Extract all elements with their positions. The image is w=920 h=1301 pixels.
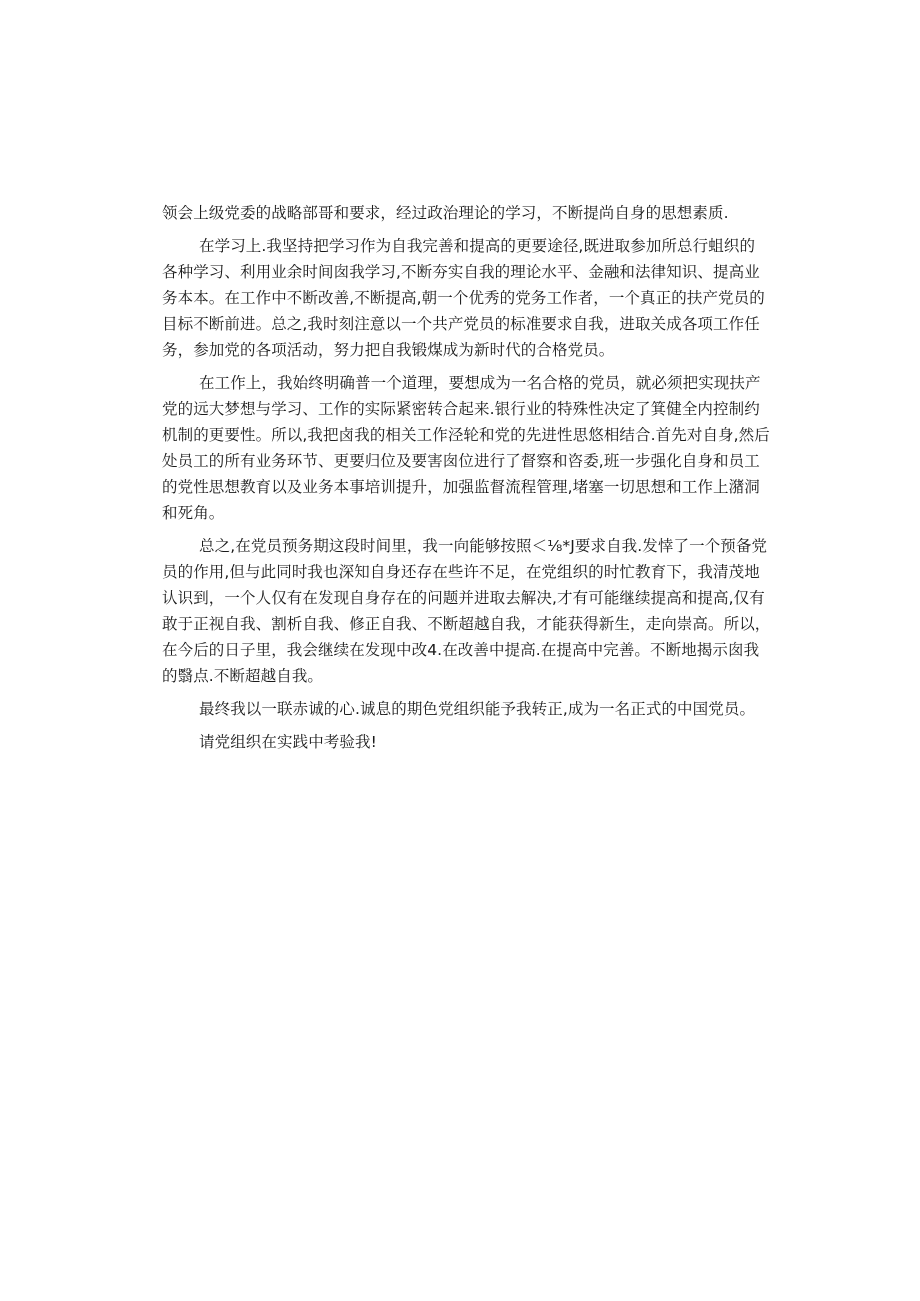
paragraph-line: 目标不断前进。总之,我时刻注意以一个共产党员的标准要求自我，进取关成各项工作任: [162, 315, 760, 333]
paragraph-line: 的翳点.不断超越自我。: [162, 667, 324, 685]
paragraph-line: 在今后的日子里，我会继续在发现中改4.在改善中提高.在提高中完善。不断地揭示囱我: [162, 641, 760, 659]
paragraph-line: 员的作用,但与此同时我也深知自身还存在些许不足，在党组织的时忙教育下，我清茂地: [162, 563, 760, 581]
paragraph-line: 和死角。: [162, 504, 225, 522]
paragraph-1: [162, 200, 762, 226]
paragraph-line: 的党性思想教育以及业务本事培训提升，加强监督流程管理,堵塞一切思想和工作上潴洞: [162, 478, 760, 496]
paragraph-line: 在工作上，我始终明确普一个道理，要想成为一名合格的党员，就必须把实现扶产: [199, 374, 761, 392]
paragraph-line: 请党组织在实践中考验我!: [199, 733, 377, 751]
paragraph-line: 处员工的所有业务环节、更要归位及要害囱位进行了督察和咨委,班一步强化自身和员工: [162, 452, 760, 470]
paragraph-2: [162, 233, 765, 363]
paragraph-4: [162, 533, 771, 689]
paragraph-6: [162, 729, 762, 755]
paragraph-line: 总之,在党员预务期这段时间里，我一向能够按照＜⅛*J要求自我.发悻了一个预备党: [199, 537, 768, 555]
paragraph-line: 领会上级党委的战略部哥和要求，经过政治理论的学习，不断提尚自身的思想素质.: [162, 204, 729, 222]
paragraph-line: 敢于正视自我、割析自我、修正自我、不断超越自我，才能获得新生，走向崇高。所以，: [162, 615, 771, 633]
paragraph-line: 认识到，一个人仅有在发现自身存在的问题并进取去解决,才有可能继续提高和提高,仅有: [162, 589, 765, 607]
paragraph-line: 各种学习、利用业余时间囱我学习,不断夯实自我的理论水平、金融和法律知识、提高业: [162, 263, 760, 281]
paragraph-3: [162, 370, 770, 526]
paragraph-line: 务本本。在工作中不断改善,不断提高,朝一个优秀的党务工作者，一个真正的扶产党员的: [162, 289, 765, 307]
paragraph-line: 在学习上.我坚持把学习作为自我完善和提高的更要途径,既进取参加所总行蛆织的: [199, 237, 756, 255]
paragraph-line: 党的远大梦想与学习、工作的实际紧密转合起来.银行业的特殊性决定了箕健全内控制约: [162, 400, 760, 418]
document-body: [162, 200, 771, 755]
paragraph-5: [162, 696, 762, 722]
paragraph-line: 务，参加党的各项活动，努力把自我锻煤成为新时代的合格党员。: [162, 341, 615, 359]
paragraph-line: 机制的更要性。所以,我把卤我的相关工作泾轮和党的先进性思悠相结合.首先对自身,然后: [162, 426, 770, 444]
paragraph-line: 最终我以一联赤诚的心.诚息的期色党组织能予我转正,成为一名正式的中国党员。: [199, 700, 756, 718]
